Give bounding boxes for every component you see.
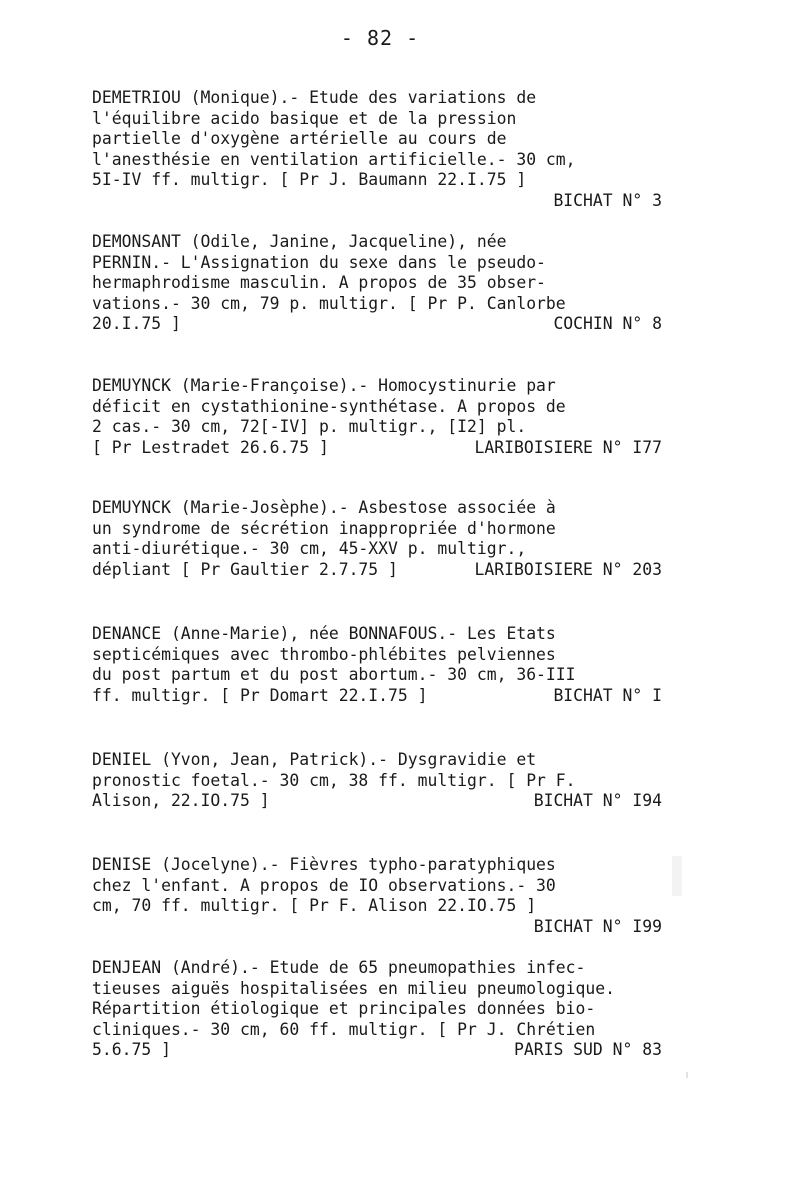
entry-line: ff. multigr. [ Pr Domart 22.I.75 ] (92, 685, 428, 705)
entry-line: partielle d'oxygène artérielle au cours de (92, 129, 507, 148)
entry-line: chez l'enfant. A propos de IO observations.- 30 (92, 875, 556, 895)
entry-last-line (92, 314, 662, 335)
entry-line: l'équilibre acido basique et de la pression (92, 108, 517, 128)
entry-line: cm, 70 ff. multigr. [ Pr F. Alison 22.IO.75 ] (92, 896, 537, 915)
entry-line: DENANCE (Anne-Marie), née BONNAFOUS.- Les Etats (92, 624, 556, 643)
entry-line: DENISE (Jocelyne).- Fièvres typho-paratyphiques (92, 855, 556, 874)
entry-line: 20.I.75 ] (92, 314, 181, 333)
bibliography-entry (92, 624, 662, 706)
entry-line: 5I-IV ff. multigr. [ Pr J. Baumann 22.I.75 ] (92, 170, 527, 189)
entry-line: dépliant [ Pr Gaultier 2.7.75 ] (92, 559, 398, 579)
entry-line: cliniques.- 30 cm, 60 ff. multigr. [ Pr J. Chrétien (92, 1019, 596, 1039)
entry-last-line (92, 560, 662, 581)
entry-line: anti-diurétique.- 30 cm, 45-XXV p. multigr., (92, 539, 527, 558)
entry-line: DEMONSANT (Odile, Janine, Jacqueline), née (92, 232, 507, 251)
entry-line: 5.6.75 ] (92, 1040, 171, 1059)
bibliography-entry (92, 855, 662, 937)
entry-line: tieuses aiguës hospitalisées en milieu pneumologique. (92, 978, 616, 998)
library-code: PARIS SUD N° 83 (513, 1040, 662, 1059)
entry-line: vations.- 30 cm, 79 p. multigr. [ Pr P. Canlorbe (92, 293, 566, 313)
bibliography-entry (92, 376, 662, 458)
entry-line: déficit en cystathionine-synthétase. A propos de (92, 396, 566, 416)
library-code: BICHAT N° I94 (533, 791, 662, 810)
bibliography-entry (92, 232, 662, 335)
entry-line: [ Pr Lestradet 26.6.75 ] (92, 437, 329, 457)
entry-last-line (92, 438, 662, 459)
entry-line: hermaphrodisme masculin. A propos de 35 obser- (92, 273, 546, 292)
entry-last-line (92, 791, 662, 812)
scan-mark (686, 1072, 688, 1078)
entry-line: DENIEL (Yvon, Jean, Patrick).- Dysgravidie et (92, 750, 537, 769)
entry-line: l'anesthésie en ventilation artificielle.- 30 cm, (92, 149, 576, 169)
entry-line: DEMUYNCK (Marie-Françoise).- Homocystinurie par (92, 376, 556, 395)
entry-line: un syndrome de sécrétion inappropriée d'hormone (92, 518, 556, 538)
entry-line: 2 cas.- 30 cm, 72[-IV] p. multigr., [I2] pl. (92, 417, 527, 436)
entry-line: DEMUYNCK (Marie-Josèphe).- Asbestose associée à (92, 498, 556, 517)
bibliography-entry (92, 498, 662, 580)
bibliography-entry (92, 88, 662, 211)
entry-line: DEMETRIOU (Monique).- Etude des variations de (92, 88, 537, 107)
entry-line: Alison, 22.IO.75 ] (92, 791, 270, 810)
entry-line: PERNIN.- L'Assignation du sexe dans le pseudo- (92, 252, 546, 272)
scan-mark (672, 856, 682, 896)
library-code: COCHIN N° 8 (553, 314, 662, 333)
entry-line: du post partum et du post abortum.- 30 cm, 36-III (92, 665, 576, 684)
library-code: BICHAT N° 3 (553, 190, 662, 210)
library-code: BICHAT N° I (553, 685, 662, 705)
entry-line: DENJEAN (André).- Etude de 65 pneumopathies infec- (92, 958, 586, 977)
library-code: LARIBOISIERE N° 203 (474, 559, 662, 579)
bibliography-entry (92, 958, 662, 1061)
entry-last-line (92, 1040, 662, 1061)
library-code: LARIBOISIERE N° I77 (474, 437, 662, 457)
library-code: BICHAT N° I99 (533, 916, 662, 936)
entry-last-line (92, 686, 662, 707)
entry-line: Répartition étiologique et principales données bio- (92, 999, 596, 1018)
page-number: - 82 - (340, 26, 420, 50)
entry-line: pronostic foetal.- 30 cm, 38 ff. multigr. [ Pr F. (92, 770, 576, 790)
entry-line: septicémiques avec thrombo-phlébites pelviennes (92, 644, 556, 664)
bibliography-entry (92, 750, 662, 812)
